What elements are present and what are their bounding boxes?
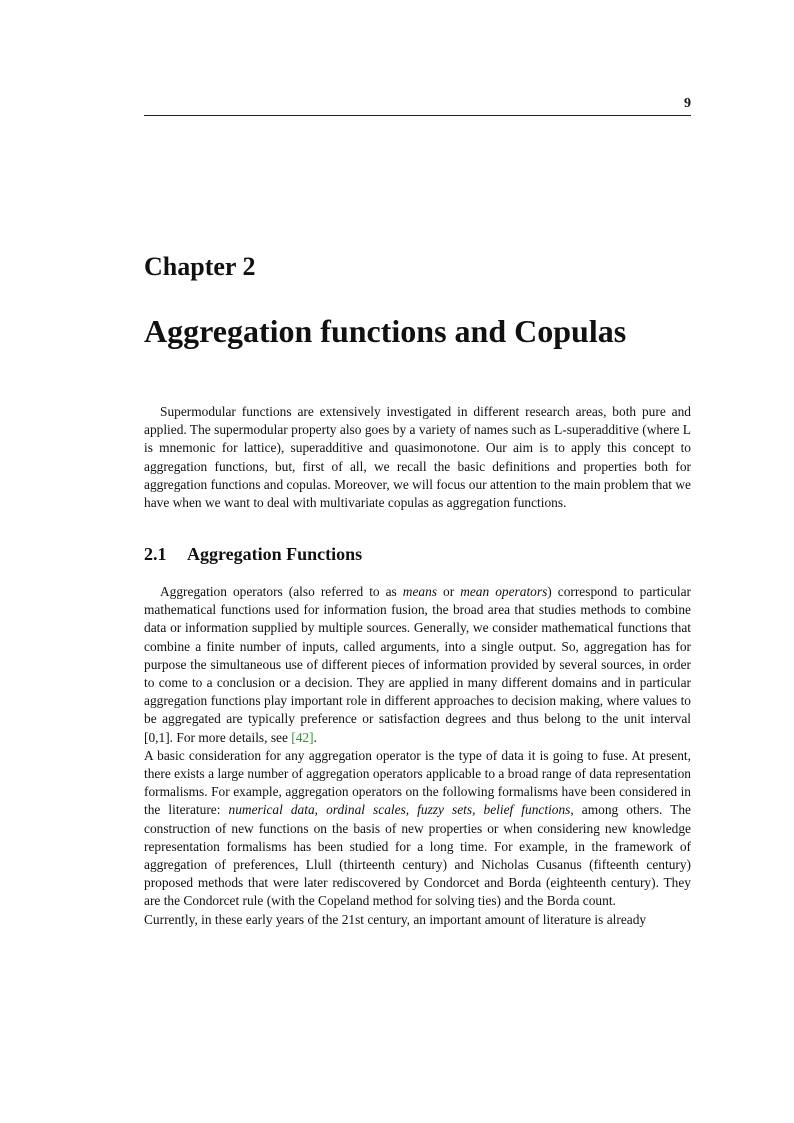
page-number: 9 bbox=[684, 96, 691, 111]
text-run: A basic consideration for any aggregation operator is the type of data it is going to fuse. At present, there exists a large number of aggregation operators applicable to a broad range of data representation formalisms. For example, aggregation operators on the following formalisms have been considered in the literature: bbox=[144, 747, 691, 818]
intro-paragraph bbox=[144, 403, 691, 512]
chapter-title: Aggregation functions and Copulas bbox=[144, 313, 627, 349]
text-run: . For more details, see bbox=[169, 729, 292, 745]
emphasis-formalisms: numerical data, ordinal scales, fuzzy sets, belief functions bbox=[228, 802, 571, 818]
section-body bbox=[144, 583, 691, 929]
text-run: , among others. The construction of new functions on the basis of new properties or when considering new knowledge representation formalisms has been studied for a long time. For example, in the framework of aggregation of preferences, Llull (thirteenth century) and Nicholas Cusanus (fifteenth century) proposed methods that were later rediscovered by Condorcet and Borda (eighteenth century). They are the Condorcet rule (with the Copeland method for solving ties) and the Borda count. bbox=[144, 802, 692, 909]
text-run: . bbox=[313, 729, 317, 745]
paragraph-aggregation-operators bbox=[144, 583, 691, 747]
emphasis-means: means bbox=[402, 584, 437, 599]
text-run: Aggregation operators (also referred to as bbox=[160, 584, 403, 599]
header-rule bbox=[144, 115, 691, 116]
section-title: Aggregation Functions bbox=[187, 544, 363, 564]
intro-text: Supermodular functions are extensively investigated in different research areas, both pure and applied. The supermodular property also goes by a variety of names such as L-superadditive (where L is mnemonic for lattice), superadditive and quasimonotone. Our aim is to apply this concept to aggregation functions, but, first of all, we recall the basic definitions and properties both for aggregation functions and copulas. Moreover, we will focus our attention to the main problem that we have when we want to deal with multivariate copulas as aggregation functions. bbox=[144, 404, 691, 511]
math-interval: [0,1] bbox=[144, 729, 170, 745]
emphasis-mean-operators: mean operators bbox=[460, 584, 548, 599]
text-run: ) correspond to particular mathematical functions used for information fusion, the broad area that studies methods to combine data or information supplied by multiple sources. Generally, we consider mathematical functions that combine a finite number of inputs, called arguments, into a single output. So, aggregation has for purpose the simultaneous use of different pieces of information provided by several sources, in order to come to a conclusion or a decision. They are applied in many different domains and in particular aggregation functions play important role in different approaches to decision making, where values to be aggregated are typically preference or satisfaction degrees and thus belong to the unit interval bbox=[144, 584, 691, 727]
citation-link[interactable]: [42] bbox=[291, 729, 314, 745]
section-heading bbox=[144, 544, 362, 565]
text-run: or bbox=[437, 584, 461, 599]
paragraph-current-literature: Currently, in these early years of the 21st century, an important amount of literature is already bbox=[144, 911, 647, 927]
paragraph-data-types bbox=[144, 747, 691, 911]
chapter-label: Chapter 2 bbox=[144, 252, 256, 281]
section-number: 2.1 bbox=[144, 544, 167, 564]
